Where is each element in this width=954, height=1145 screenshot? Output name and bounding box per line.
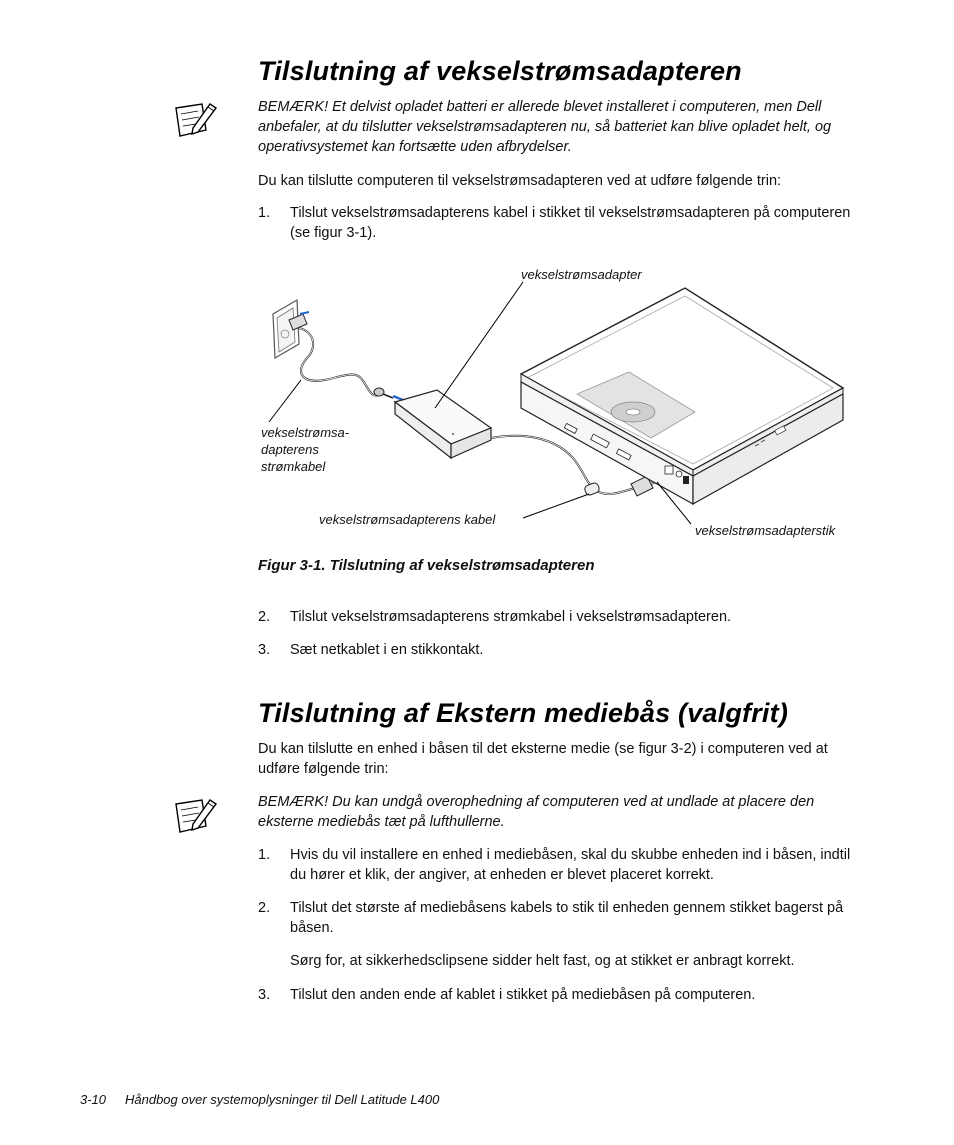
note-icon: [172, 796, 218, 836]
step-note: Sørg for, at sikkerhedsclipsene sidder helt fast, og at stikket er anbragt korrekt.: [290, 953, 795, 969]
note-icon: [172, 100, 218, 140]
note-text: BEMÆRK! Et delvist opladet batteri er allerede blevet installeret i computeren, men Dell anbefaler, at du tilslutter vekselstrømsadapteren nu, så batteriet kan blive opladet helt, og operativsystemet kan fortsætte uden afbrydelser.: [258, 99, 832, 155]
step-text: Tilslut vekselstrømsadapterens kabel i stikket til vekselstrømsadapteren på computeren (se figur 3-1).: [290, 205, 851, 241]
step-text: Tilslut vekselstrømsadapterens strømkabel i vekselstrømsadapteren.: [290, 609, 732, 625]
step-text: Sæt netkablet i en stikkontakt.: [290, 642, 484, 658]
step-number: 1.: [258, 205, 271, 221]
note-text: BEMÆRK! Du kan undgå overophedning af computeren ved at undlade at placere den eksterne mediebås tæt på lufthullerne.: [258, 794, 815, 830]
intro-text: Du kan tilslutte en enhed i båsen til det eksterne medie (se figur 3-2) i computeren ved at udføre følgende trin:: [258, 741, 828, 777]
step-item: [258, 203, 858, 243]
laptop: [521, 288, 843, 504]
label-adapter: vekselstrømsadapter: [521, 267, 642, 282]
step-item: [258, 607, 858, 627]
power-cable-connector: [374, 388, 403, 400]
step-number: 2.: [258, 609, 271, 625]
step-text: Tilslut den anden ende af kablet i stikket på mediebåsen på computeren.: [290, 987, 756, 1003]
ac-adapter-brick: [395, 390, 491, 458]
leader-adapter: [435, 282, 523, 408]
step-item: [258, 898, 858, 938]
step-item: [258, 985, 858, 1005]
step-item: [258, 845, 868, 885]
intro-text: Du kan tilslutte computeren til vekselstrømsadapteren ved at udføre følgende trin:: [258, 173, 782, 189]
footer-page-number: 3-10: [80, 1092, 107, 1107]
leader-power-cable: [269, 380, 301, 422]
leader-adapter-cable: [523, 494, 589, 518]
step-number: 3.: [258, 642, 271, 658]
label-adapter-connector: vekselstrømsadapterstik: [695, 523, 836, 538]
step-number: 1.: [258, 847, 271, 863]
step-number: 3.: [258, 987, 271, 1003]
step-item: [258, 640, 858, 660]
step-number: 2.: [258, 900, 271, 916]
section-title-ac-adapter: Tilslutning af vekselstrømsadapteren: [258, 56, 742, 86]
footer-title: Håndbog over systemoplysninger til Dell Latitude L400: [125, 1092, 440, 1107]
step-text: Tilslut det største af mediebåsens kabels to stik til enheden gennem stikket bagerst på båsen.: [290, 900, 844, 936]
ac-adapter-illustration: [255, 262, 865, 552]
label-power-cable-line1: vekselstrømsa-: [261, 425, 350, 440]
figure-caption: Figur 3-1. Tilslutning af vekselstrømsadapteren: [258, 557, 595, 574]
label-adapter-cable: vekselstrømsadapterens kabel: [319, 512, 496, 527]
label-power-cable-line3: strømkabel: [261, 459, 326, 474]
label-power-cable-line2: dapterens: [261, 442, 319, 457]
section-title-media-bay: Tilslutning af Ekstern mediebås (valgfrit): [258, 698, 789, 728]
step-text: Hvis du vil installere en enhed i mediebåsen, skal du skubbe enheden ind i båsen, indtil du hører et klik, der angiver, at enheden er blevet placeret korrekt.: [290, 847, 851, 883]
